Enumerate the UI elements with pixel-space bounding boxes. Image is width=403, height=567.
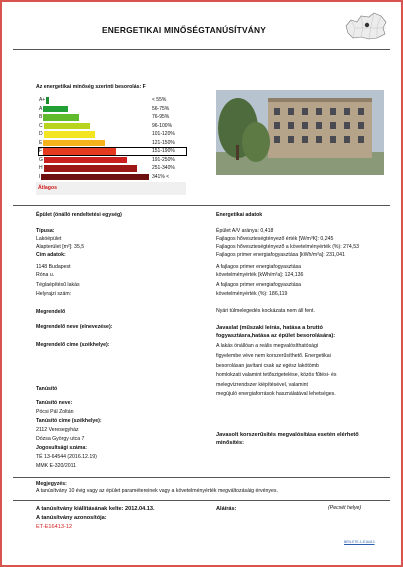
- client-address-label: Megrendelő címe (székhelye):: [36, 342, 110, 348]
- building-photo: [216, 90, 384, 175]
- page-reference-link[interactable]: BEN-ETE-1-E16413: [344, 540, 375, 544]
- street: Róna u.: [36, 272, 55, 278]
- rating-class-label: G: [39, 156, 43, 163]
- rating-class-label: A: [39, 105, 43, 112]
- building-heading: Épület (önálló rendeltetési egység): [36, 212, 122, 218]
- section-rule-3: [13, 500, 390, 501]
- energy-line: Fajlagos hőveszteségtényező érték [W/m³K]: 0,245: [216, 236, 334, 242]
- rating-class-bar: [39, 97, 49, 104]
- rating-class-label: I: [39, 173, 41, 180]
- certifier-city: 2112 Veresegyház: [36, 427, 79, 433]
- rating-class-label: H: [39, 165, 43, 171]
- rating-class-bar: [39, 131, 95, 138]
- energy-line: Épület A/V aránya: 0,418: [216, 228, 274, 234]
- rating-class-range: 251-340%: [152, 165, 175, 171]
- stamp-placeholder: (Pecsét helye): [328, 505, 362, 511]
- client-name-label: Megrendelő neve (elnevezése):: [36, 324, 113, 330]
- rating-class-range: 101-120%: [152, 131, 175, 137]
- proposal-line: A lakás önállóan a reális megvalósíthatósági: [216, 343, 319, 349]
- rating-class-label: A+: [39, 97, 46, 103]
- rating-class-bar: [39, 140, 105, 147]
- rating-class-range: 191-250%: [152, 156, 175, 163]
- rating-class-range: 151-190%: [152, 148, 175, 154]
- energy-heading: Energetikai adatok: [216, 212, 263, 218]
- rating-class-bar: [39, 165, 137, 172]
- rating-class-bar: [39, 114, 79, 121]
- proposal-line: besorolásan javítani csak az egész lakótömb: [216, 363, 319, 369]
- chamber-number: MMK E-320/2011: [36, 463, 76, 469]
- rating-class-range: 96-100%: [152, 122, 173, 129]
- energy-line: követelményérték [kWh/m²a]: 124,136: [216, 272, 304, 278]
- rating-class-label: C: [39, 122, 43, 129]
- hungary-map-icon: [343, 8, 389, 46]
- remarks-heading: Megjegyzés:: [36, 481, 67, 487]
- rating-class-range: 76-95%: [152, 114, 170, 120]
- license-number: TÉ 13-64544 (2016.12.19): [36, 454, 97, 460]
- rating-class-range: 121-150%: [152, 139, 175, 146]
- rating-class-label: D: [39, 131, 43, 137]
- rating-class-bar: [39, 106, 68, 113]
- remarks-text: A tanúsítvány 10 évig vagy az épület paramétereinek vagy a követelményérték megváltozásáig érvényes.: [36, 488, 278, 494]
- rating-label-bar: [36, 182, 186, 195]
- rating-class-bar: [39, 157, 127, 164]
- proposal-line: melegvízrendszer kiépítésével, valamint: [216, 382, 308, 388]
- issue-date: A tanúsítvány kiállításának kelte: 2012.04.13.: [36, 506, 155, 512]
- license-label: Jogosultsági száma:: [36, 445, 88, 451]
- certifier-name: Pócsi Pál Zoltán: [36, 409, 74, 415]
- section-rule-2: [13, 477, 390, 478]
- address-label: Cím adatok:: [36, 252, 66, 258]
- postcode-city: 1148 Budapest: [36, 264, 71, 270]
- savings-heading: Javasolt korszerűsítés megvalósítása esetén elérhető minősítés:: [216, 432, 359, 446]
- page-title: ENERGETIKAI MINŐSÉGTANÚSÍTVÁNY: [102, 25, 267, 35]
- proposal-line: homlokzati valamint tetőszigetelése, közös fűtési- és: [216, 372, 337, 378]
- certificate-id: ET-E16413-12: [36, 524, 73, 530]
- rating-class-range: < 55%: [152, 97, 167, 103]
- certifier-seat-label: Tanúsító címe (székhelye):: [36, 418, 102, 424]
- rating-class-label: F: [39, 148, 43, 154]
- header-rule: [13, 49, 390, 50]
- building-type: Lakóépület: [36, 236, 62, 242]
- energy-line: Fajlagos hőveszteségtényező a követelményérték (%): 274,53: [216, 244, 360, 250]
- client-heading: Megrendelő: [36, 309, 66, 315]
- energy-line: Fajlagos primer energiafogyasztása [kWh/m²a]: 231,041: [216, 252, 345, 258]
- rating-class-range: 56-75%: [152, 105, 170, 112]
- rating-class-bar: [39, 123, 90, 130]
- rating-class-range: 341% <: [152, 173, 170, 180]
- energy-line: A fajlagos primer energiafogyasztása: [216, 282, 302, 288]
- rating-heading: Az energetikai minőség szerinti besorolás: F: [36, 84, 146, 90]
- structure: Téglaépítésű lakás: [36, 282, 80, 288]
- certifier-street: Dózsa György utca 7: [36, 436, 85, 442]
- proposal-line: figyelembe véve nem korszerűsíthető. Energetikai: [216, 353, 331, 359]
- building-photo-image: [216, 90, 384, 175]
- signature-label: Aláírás:: [216, 506, 237, 512]
- current-rating-marker: [38, 147, 187, 156]
- building-type-label: Típusa:: [36, 228, 55, 234]
- building-area: Alapterület [m²]: 35,5: [36, 244, 85, 250]
- certificate-id-label: A tanúsítvány azonosítója:: [36, 515, 107, 521]
- parcel-number: Helyrajzi szám:: [36, 291, 72, 297]
- energy-line: követelményérték (%): 186,119: [216, 291, 288, 297]
- rating-class-label: B: [39, 114, 43, 120]
- proposal-heading: Javaslat (műszaki leírás, hatása a bruttó fogyasztásra,hatása az épület besorolására):: [216, 325, 336, 339]
- rating-class-bar: [39, 174, 149, 181]
- energy-line: A fajlagos primer energiafogyasztása: [216, 264, 302, 270]
- rating-class-label: E: [39, 139, 43, 146]
- overheating-note: Nyári túlmelegedés kockázata nem áll fent.: [216, 308, 315, 314]
- certifier-heading: Tanúsító: [36, 386, 58, 392]
- certifier-name-label: Tanúsító neve:: [36, 400, 73, 406]
- overall-rating-label: Átlagos: [38, 185, 58, 191]
- proposal-line: megújuló energiaforrások használatával lehetséges.: [216, 391, 336, 397]
- section-rule-1: [13, 205, 390, 206]
